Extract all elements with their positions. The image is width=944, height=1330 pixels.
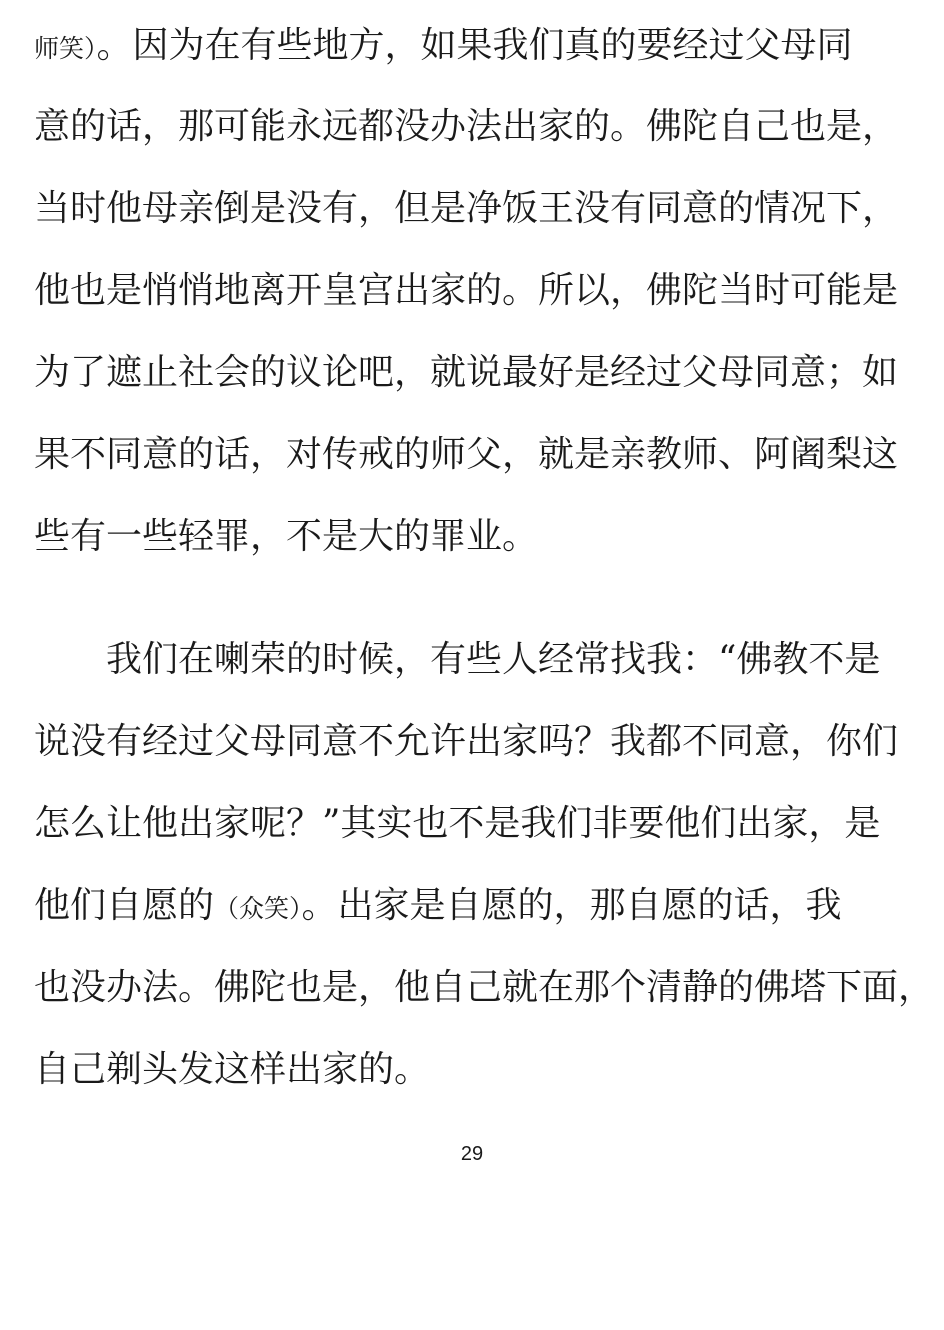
- text-line: 说没有经过父母同意不允许出家吗？我都不同意，你们: [34, 721, 899, 762]
- text-line: 怎么让他出家呢？”其实也不是我们非要他们出家，是: [34, 803, 881, 844]
- text-line: [34, 22, 914, 70]
- text-line: 些有一些轻罪，不是大的罪业。: [34, 516, 539, 557]
- line-text: 他们自愿的: [34, 885, 215, 926]
- annotation-laughter: （众笑）: [214, 894, 302, 923]
- text-line: 果不同意的话，对传戒的师父，就是亲教师、阿阇梨这: [34, 434, 899, 475]
- line-text: 。出家是自愿的，那自愿的话，我: [301, 885, 842, 926]
- page-number: 29: [460, 1143, 484, 1165]
- text-line: 我们在喇荣的时候，有些人经常找我：“佛教不是: [106, 639, 881, 680]
- text-line: 也没办法。佛陀也是，他自己就在那个清静的佛塔下面，: [34, 967, 935, 1008]
- text-line: 意的话，那可能永远都没办法出家的。佛陀自己也是，: [34, 106, 899, 147]
- text-line: [34, 882, 914, 930]
- text-line: 当时他母亲倒是没有，但是净饭王没有同意的情况下，: [34, 188, 899, 229]
- line-text: 。因为在有些地方，如果我们真的要经过父母同: [96, 25, 853, 66]
- text-line: 他也是悄悄地离开皇宫出家的。所以，佛陀当时可能是: [34, 270, 899, 311]
- text-line: 为了遮止社会的议论吧，就说最好是经过父母同意；如: [34, 352, 899, 393]
- text-line: 自己剃头发这样出家的。: [34, 1049, 431, 1090]
- annotation-laughter: 师笑）: [34, 34, 97, 63]
